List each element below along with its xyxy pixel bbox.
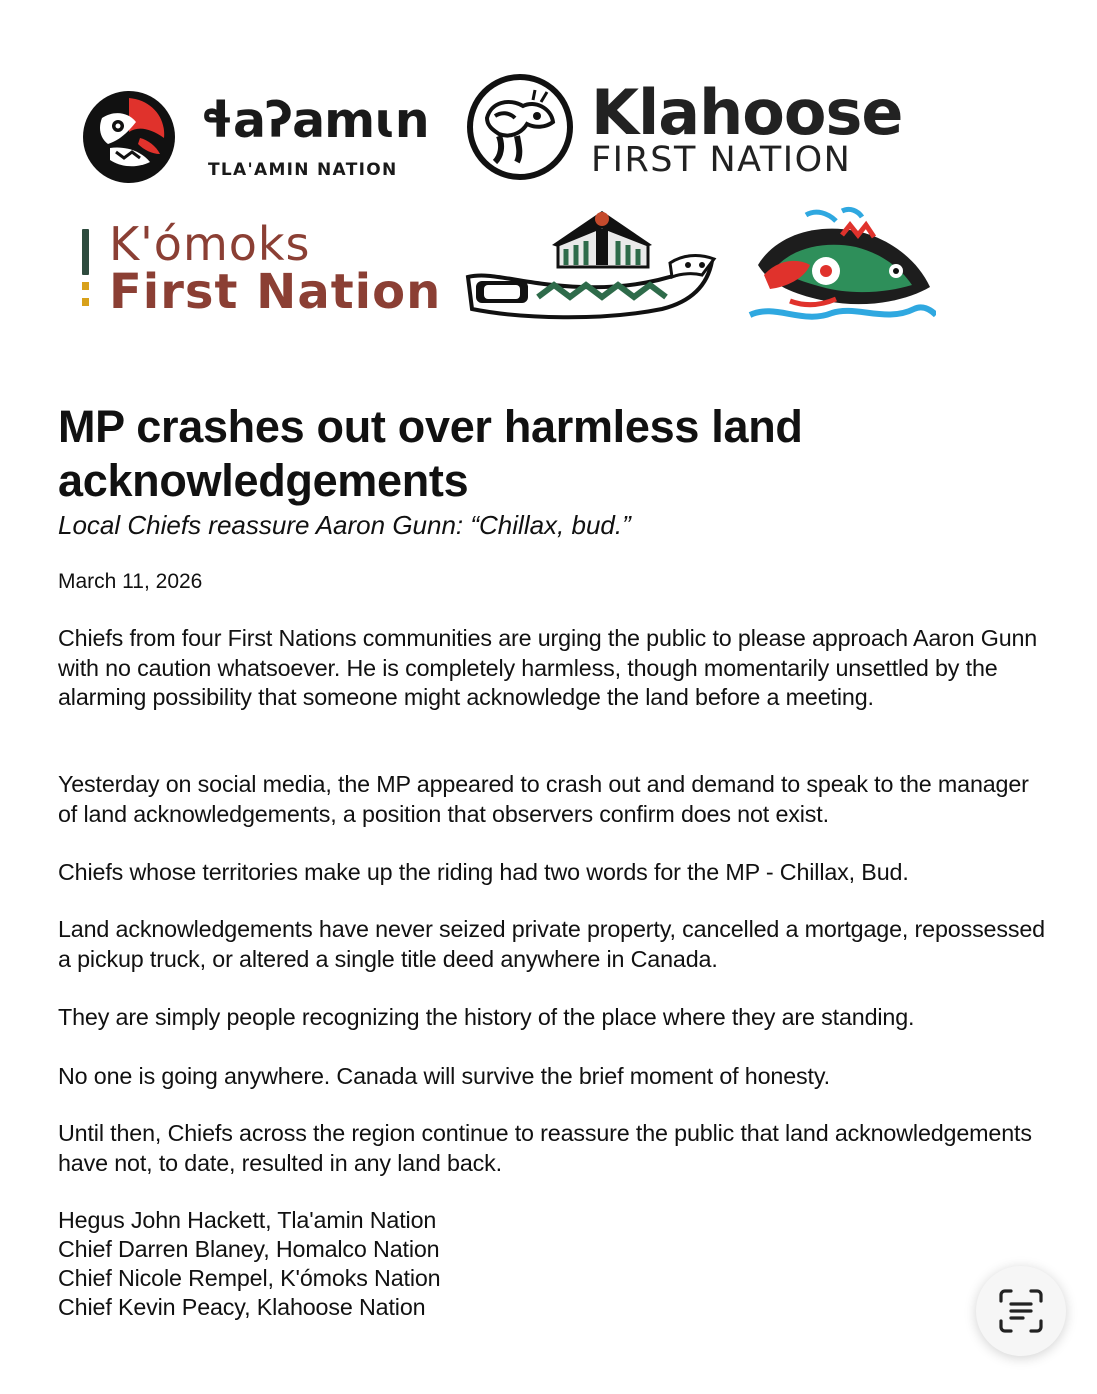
paragraph: No one is going anywhere. Canada will survive the brief moment of honesty.: [58, 1063, 830, 1089]
komoks-wordmark: K'ómoks: [109, 217, 311, 271]
signatory: Chief Kevin Peacy, Klahoose Nation: [58, 1294, 426, 1320]
signatory-list: [58, 1206, 440, 1322]
paragraph: They are simply people recognizing the history of the place where they are standing.: [58, 1004, 915, 1030]
tlaamin-wordmark: ɬaʔamɩn: [200, 92, 429, 149]
komoks-accent-dot: [82, 298, 89, 306]
komoks-accent-bar: [82, 229, 89, 275]
signatory: Hegus John Hackett, Tla'amin Nation: [58, 1207, 437, 1233]
subheadline: Local Chiefs reassure Aaron Gunn: “Chillax, bud.”: [58, 510, 631, 540]
thunderbird-canoe-icon: [462, 205, 724, 325]
klahoose-subtitle: FIRST NATION: [591, 140, 852, 180]
headline: MP crashes out over harmless land acknowledgements: [58, 401, 803, 506]
paragraph: Chiefs whose territories make up the riding had two words for the MP - Chillax, Bud.: [58, 859, 909, 885]
live-text-button[interactable]: [976, 1266, 1066, 1356]
tlaamin-emblem-icon: [80, 88, 178, 186]
klahoose-wordmark: Klahoose: [591, 76, 903, 149]
paragraph: Chiefs from four First Nations communities are urging the public to please approach Aaron Gunn with no caution whatsoever. He is completely harmless, though momentarily unsettled by the alarming possibility that someone might acknowledge the land before a meeting.: [58, 625, 1038, 710]
live-text-icon: [997, 1287, 1045, 1335]
paragraph: Until then, Chiefs across the region continue to reassure the public that land acknowledgements have not, to date, resulted in any land back.: [58, 1120, 1032, 1176]
salmon-art-icon: [746, 205, 936, 330]
paragraph: Land acknowledgements have never seized private property, cancelled a mortgage, repossessed a pickup truck, or altered a single title deed anywhere in Canada.: [58, 916, 1045, 972]
tlaamin-logo: [0, 0, 340, 100]
signatory: Chief Nicole Rempel, K'ómoks Nation: [58, 1265, 441, 1291]
komoks-accent-dot: [82, 282, 89, 290]
signatory: Chief Darren Blaney, Homalco Nation: [58, 1236, 440, 1262]
komoks-subtitle: First Nation: [109, 264, 442, 320]
klahoose-emblem-icon: [465, 72, 575, 182]
paragraph: Yesterday on social media, the MP appeared to crash out and demand to speak to the manager of land acknowledgements, a position that observers confirm does not exist.: [58, 771, 1029, 827]
publication-date: March 11, 2026: [58, 570, 203, 593]
tlaamin-subtitle: TLA'AMIN NATION: [208, 160, 398, 180]
